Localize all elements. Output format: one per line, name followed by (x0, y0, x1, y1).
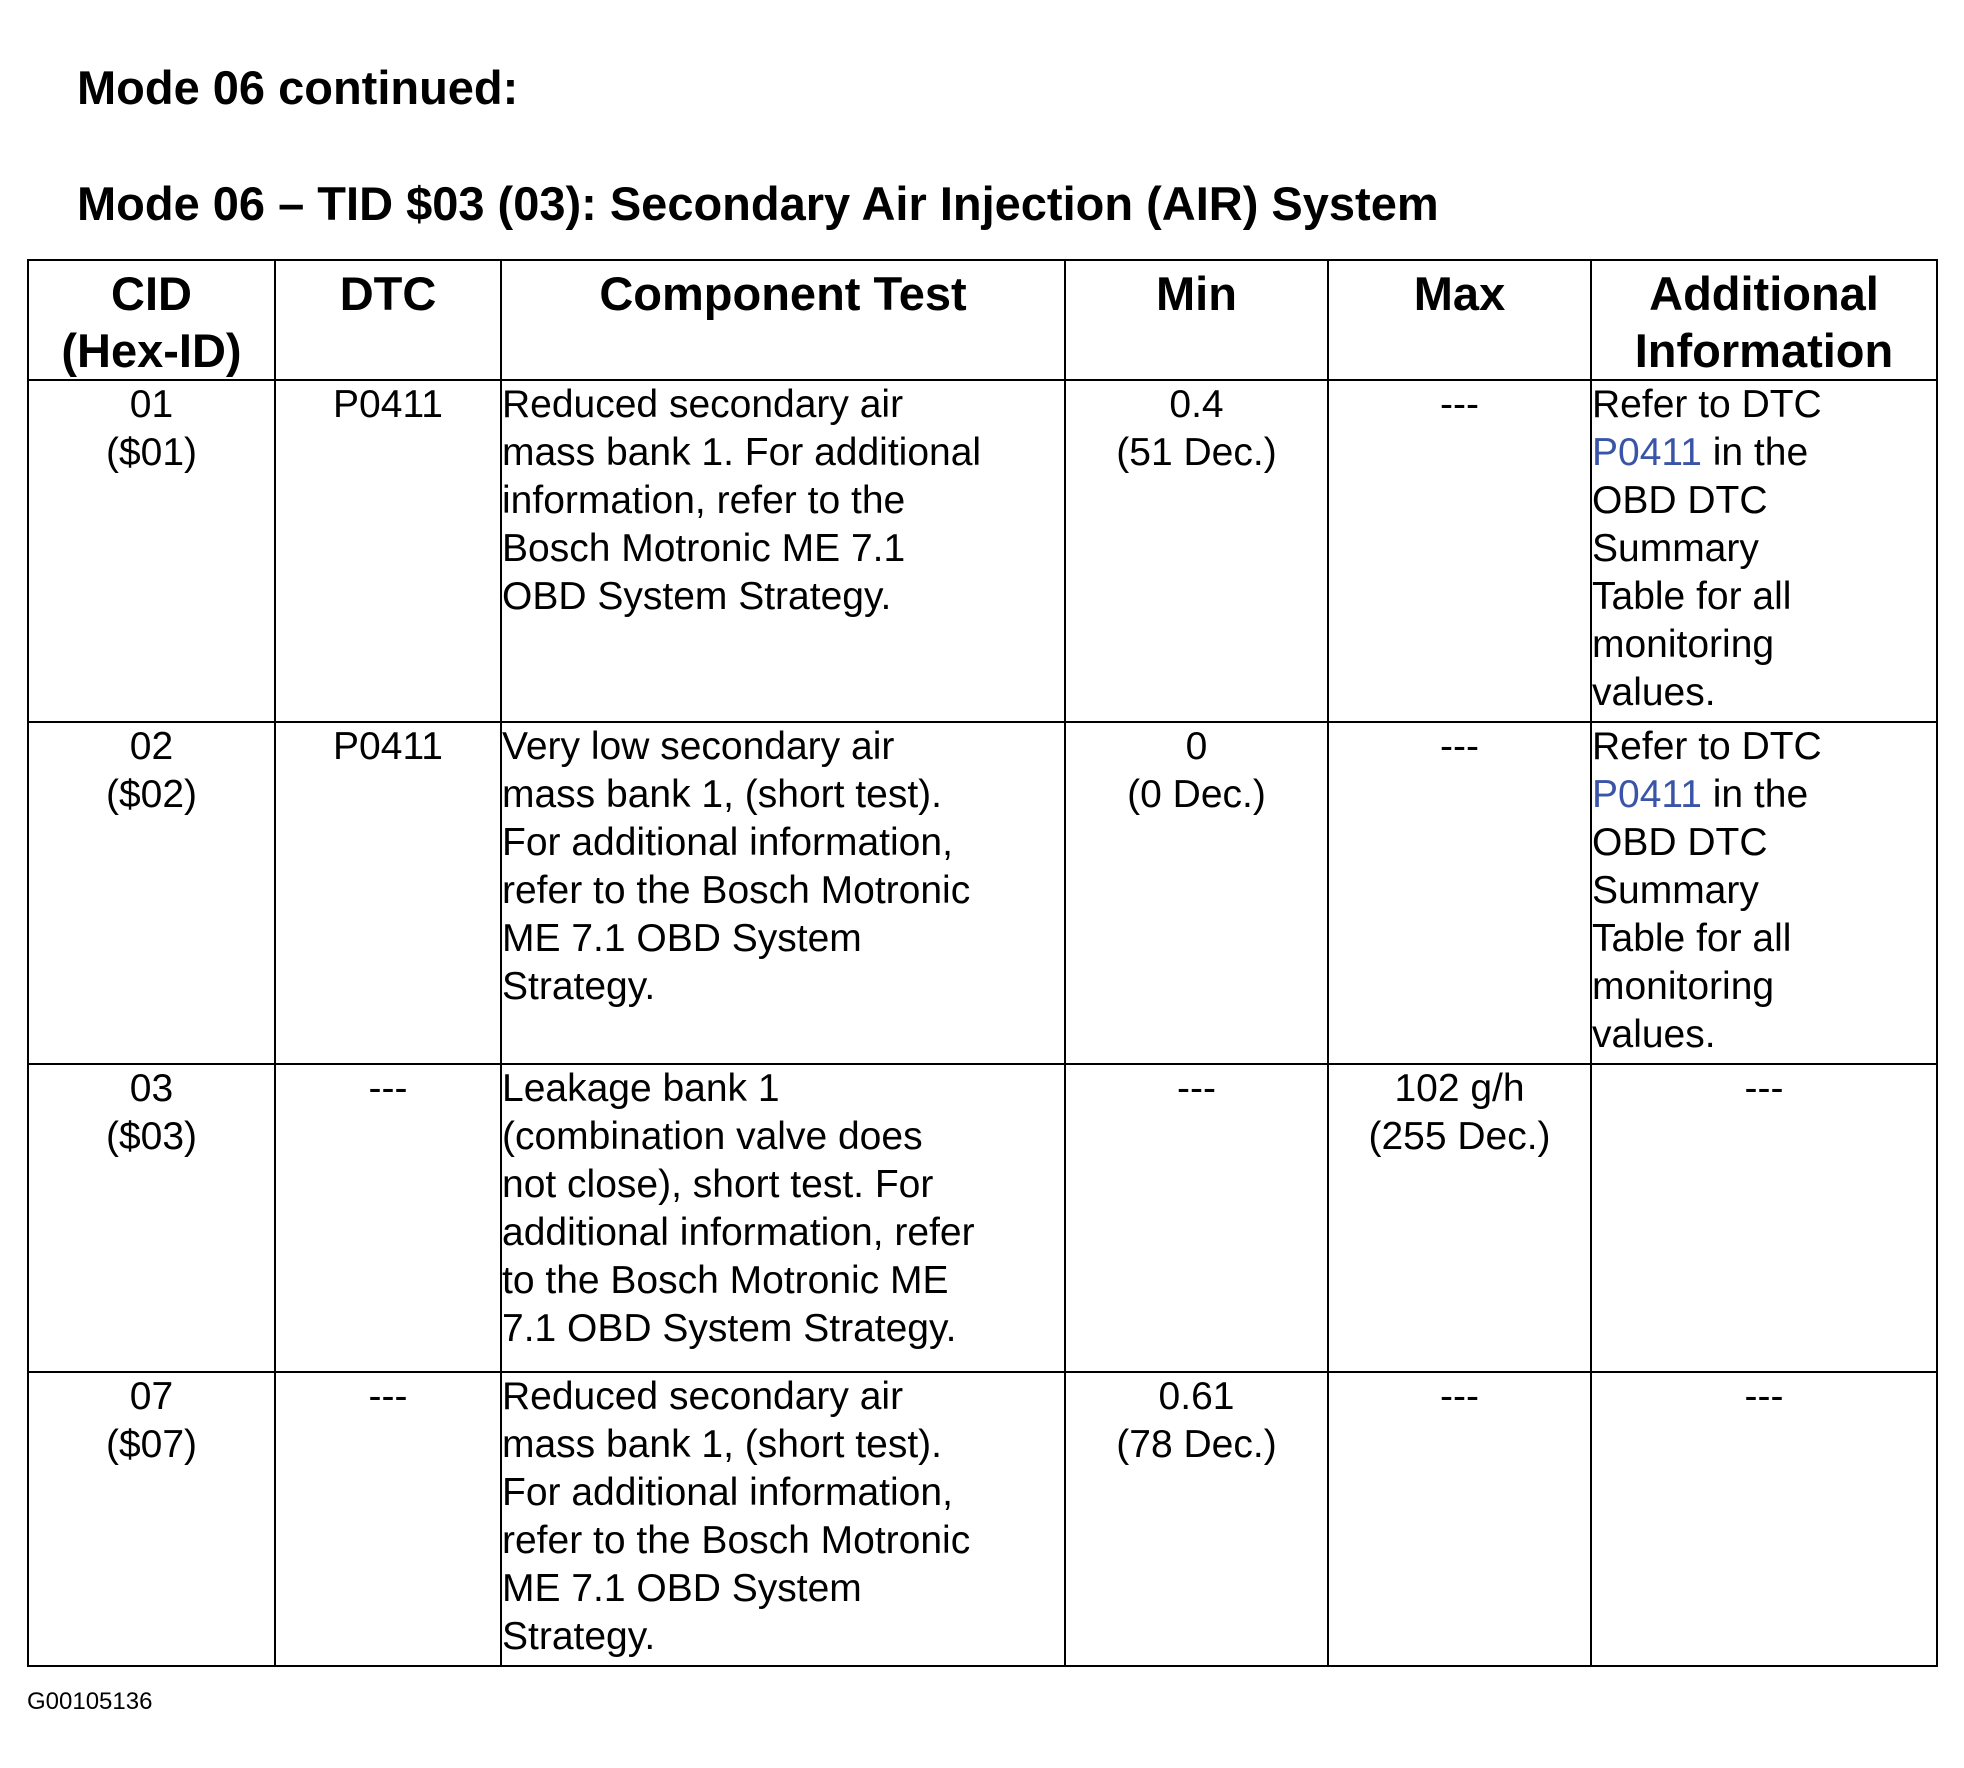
cid-value: 01 (129, 383, 174, 426)
info-line: values. (1592, 1013, 1716, 1056)
cell-max (1328, 1372, 1591, 1666)
dtc-link[interactable]: P0411 (1592, 773, 1702, 816)
component-test-line: mass bank 1. For additional (502, 431, 982, 474)
info-line: Refer to DTC (1592, 383, 1822, 426)
info-line (1592, 429, 1936, 477)
header-component-test-line1: Component Test (599, 267, 967, 320)
component-test-line: Reduced secondary air (502, 1375, 904, 1418)
header-component-test (501, 260, 1065, 380)
info-line: monitoring (1592, 623, 1775, 666)
max-dec: (255 Dec.) (1368, 1115, 1551, 1158)
info-line: --- (1744, 1067, 1784, 1110)
header-dtc-line1: DTC (339, 267, 437, 320)
cell-max (1328, 722, 1591, 1064)
max-value: --- (1440, 725, 1479, 768)
cell-min (1065, 380, 1328, 722)
header-cid-line1: CID (111, 267, 192, 320)
info-line: Table for all (1592, 575, 1792, 618)
cid-hex: ($07) (105, 1423, 198, 1466)
component-test-line: Reduced secondary air (502, 383, 904, 426)
table-body (28, 380, 1937, 1666)
table-row (28, 1372, 1937, 1666)
component-test-line: ME 7.1 OBD System (502, 917, 862, 960)
max-value: 102 g/h (1394, 1067, 1525, 1110)
min-value: 0 (1185, 725, 1208, 768)
component-test-line: Bosch Motronic ME 7.1 (502, 527, 906, 570)
cid-hex: ($01) (105, 431, 198, 474)
dtc-value: P0411 (333, 383, 443, 426)
info-line: Summary (1592, 527, 1759, 570)
max-value: --- (1440, 383, 1479, 426)
min-dec: (51 Dec.) (1116, 431, 1277, 474)
cid-value: 07 (129, 1375, 174, 1418)
cell-cid (28, 380, 275, 722)
min-value: 0.4 (1169, 383, 1224, 426)
min-value: --- (1177, 1067, 1216, 1110)
section-heading: Mode 06 continued: (77, 61, 519, 114)
component-test-line: OBD System Strategy. (502, 575, 892, 618)
cell-component-test (501, 380, 1065, 722)
min-dec: (78 Dec.) (1116, 1423, 1277, 1466)
table-row (28, 380, 1937, 722)
cell-component-test (501, 1372, 1065, 1666)
header-additional-info (1591, 260, 1937, 380)
component-test-line: to the Bosch Motronic ME (502, 1259, 949, 1302)
mode06-table (27, 259, 1938, 1667)
cell-min (1065, 1372, 1328, 1666)
component-test-line: ME 7.1 OBD System (502, 1567, 862, 1610)
header-max-line1: Max (1413, 267, 1506, 320)
table-row (28, 722, 1937, 1064)
info-link-suffix: in the (1701, 431, 1809, 474)
cell-max (1328, 1064, 1591, 1372)
component-test-line: refer to the Bosch Motronic (502, 1519, 971, 1562)
table-row (28, 1064, 1937, 1372)
cell-dtc (275, 722, 501, 1064)
table-title: Mode 06 – TID $03 (03): Secondary Air Injection (AIR) System (77, 177, 1439, 230)
cell-additional-info (1591, 1064, 1937, 1372)
cid-hex: ($03) (105, 1115, 198, 1158)
info-line: OBD DTC (1592, 479, 1768, 522)
info-line: Refer to DTC (1592, 725, 1822, 768)
cell-max (1328, 380, 1591, 722)
min-value: 0.61 (1158, 1375, 1235, 1418)
header-max (1328, 260, 1591, 380)
component-test-line: not close), short test. For (502, 1163, 934, 1206)
cell-cid (28, 1064, 275, 1372)
component-test-line: Strategy. (502, 965, 656, 1008)
cell-dtc (275, 1064, 501, 1372)
info-line: monitoring (1592, 965, 1775, 1008)
component-test-line: (combination valve does (502, 1115, 923, 1158)
cell-component-test (501, 1064, 1065, 1372)
cell-additional-info (1591, 722, 1937, 1064)
info-line: --- (1744, 1375, 1784, 1418)
component-test-line: additional information, refer (502, 1211, 975, 1254)
cell-min (1065, 1064, 1328, 1372)
header-min-line1: Min (1156, 267, 1237, 320)
image-reference-id: G00105136 (27, 1688, 153, 1715)
info-line: OBD DTC (1592, 821, 1768, 864)
cell-additional-info (1591, 1372, 1937, 1666)
info-line: values. (1592, 671, 1716, 714)
component-test-line: mass bank 1, (short test). (502, 1423, 942, 1466)
header-additional-info-line2: Information (1634, 324, 1894, 377)
component-test-line: information, refer to the (502, 479, 906, 522)
component-test-line: refer to the Bosch Motronic (502, 869, 971, 912)
max-value: --- (1440, 1375, 1479, 1418)
header-row (28, 260, 1937, 380)
cell-cid (28, 722, 275, 1064)
dtc-value: P0411 (333, 725, 443, 768)
header-min (1065, 260, 1328, 380)
info-link-suffix: in the (1701, 773, 1809, 816)
dtc-value: --- (368, 1375, 408, 1418)
header-cid (28, 260, 275, 380)
component-test-line: Leakage bank 1 (502, 1067, 780, 1110)
cell-cid (28, 1372, 275, 1666)
header-additional-info-line1: Additional (1649, 267, 1879, 320)
cell-min (1065, 722, 1328, 1064)
component-test-line: Very low secondary air (502, 725, 895, 768)
dtc-link[interactable]: P0411 (1592, 431, 1702, 474)
component-test-line: 7.1 OBD System Strategy. (502, 1307, 957, 1350)
cid-value: 03 (129, 1067, 174, 1110)
table-header (28, 260, 1937, 380)
cid-hex: ($02) (105, 773, 198, 816)
cell-dtc (275, 1372, 501, 1666)
min-dec: (0 Dec.) (1127, 773, 1266, 816)
info-line: Table for all (1592, 917, 1792, 960)
component-test-line: mass bank 1, (short test). (502, 773, 942, 816)
header-dtc (275, 260, 501, 380)
cell-dtc (275, 380, 501, 722)
component-test-line: For additional information, (502, 1471, 953, 1514)
cell-additional-info (1591, 380, 1937, 722)
dtc-value: --- (368, 1067, 408, 1110)
cell-component-test (501, 722, 1065, 1064)
info-line (1592, 771, 1936, 819)
component-test-line: For additional information, (502, 821, 953, 864)
info-line: Summary (1592, 869, 1759, 912)
component-test-line: Strategy. (502, 1615, 656, 1658)
header-cid-line2: (Hex-ID) (61, 324, 242, 377)
cid-value: 02 (129, 725, 174, 768)
